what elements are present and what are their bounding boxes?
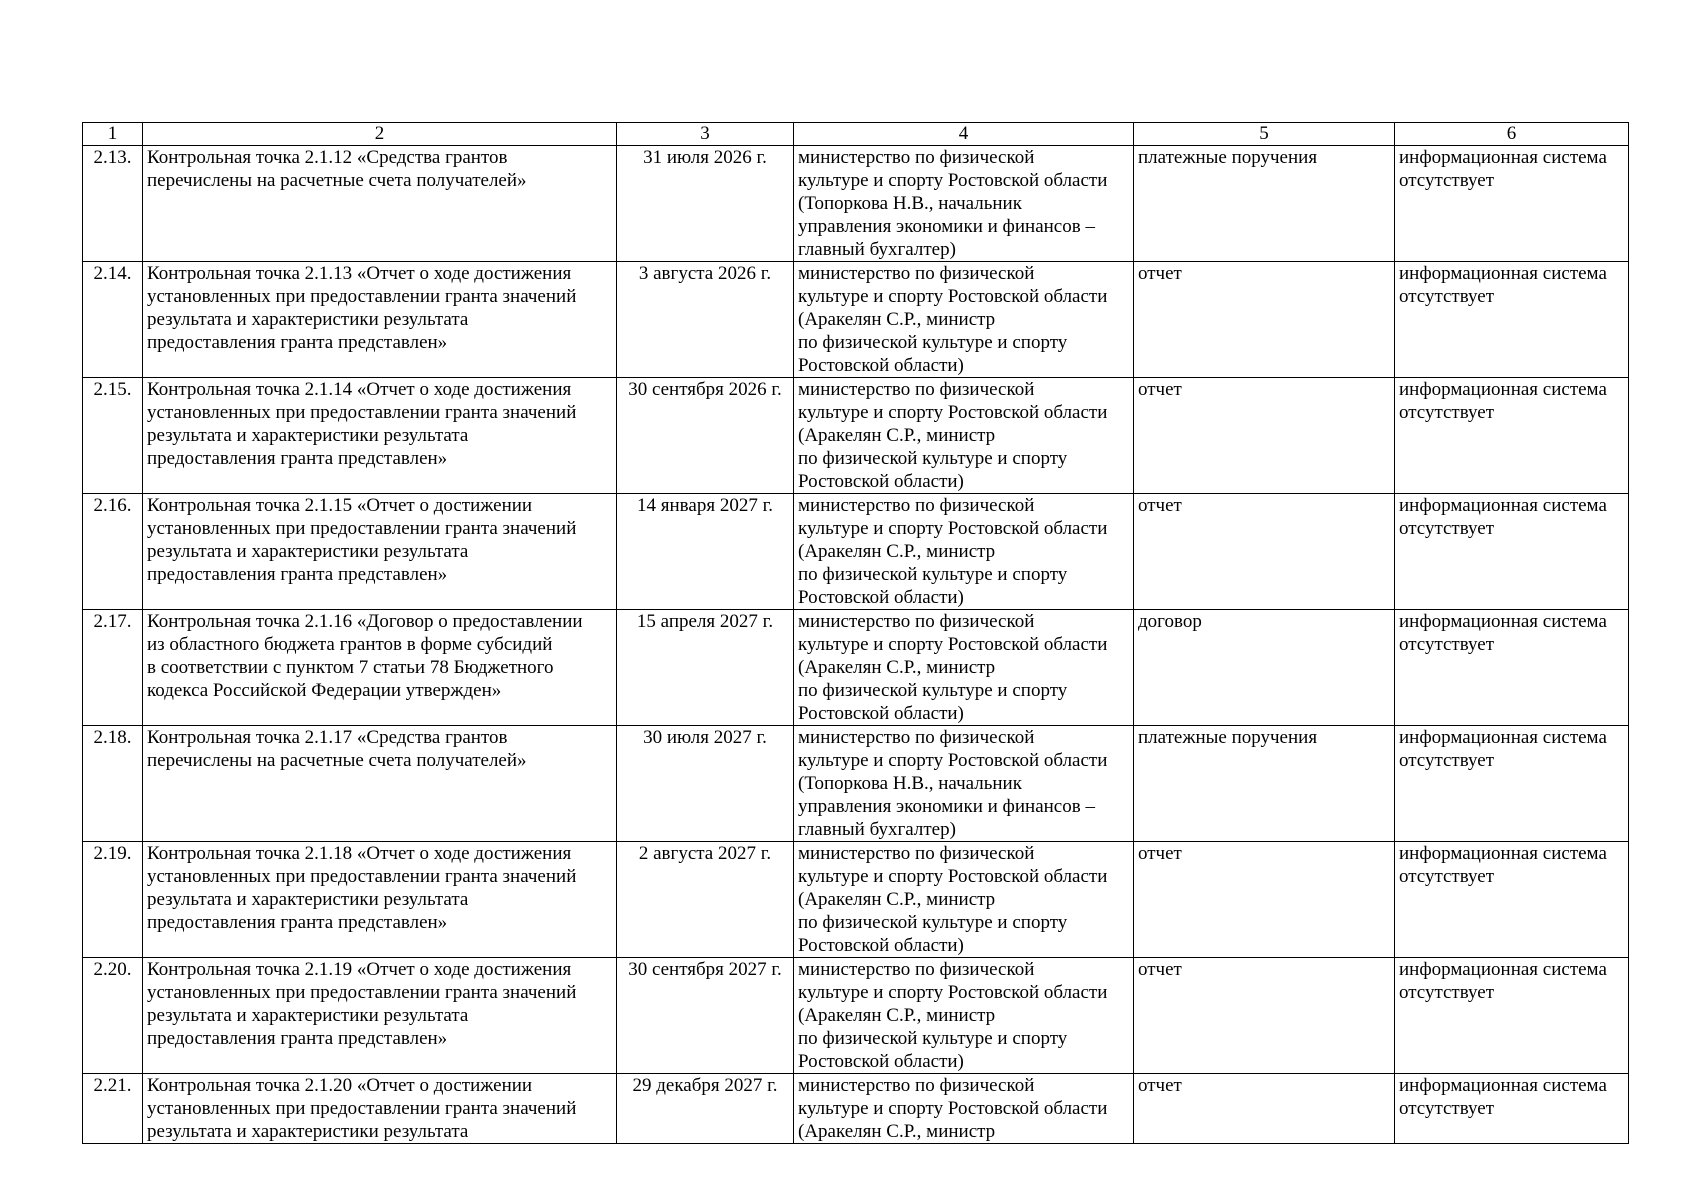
information-system — [1395, 378, 1629, 494]
responsible-executor-line: министерство по физической — [798, 843, 1035, 864]
column-header: 1 — [83, 123, 143, 146]
information-system-line: отсутствует — [1399, 170, 1495, 191]
control-point-name-line: перечислены на расчетные счета получателей» — [147, 750, 527, 771]
document-type: отчет — [1134, 494, 1395, 610]
control-point-name-line: предоставления гранта представлен» — [147, 332, 448, 353]
due-date: 30 сентября 2027 г. — [617, 958, 794, 1074]
responsible-executor-line: (Топоркова Н.В., начальник — [798, 773, 1022, 794]
control-point-name-line: из областного бюджета грантов в форме субсидий — [147, 634, 553, 655]
document-type: отчет — [1134, 958, 1395, 1074]
responsible-executor-line: культуре и спорту Ростовской области — [798, 286, 1108, 307]
responsible-executor-line: министерство по физической — [798, 495, 1035, 516]
control-point-name-line: результата и характеристики результата — [147, 1121, 469, 1142]
control-point-name-line: Контрольная точка 2.1.12 «Средства грантов — [147, 147, 508, 168]
information-system — [1395, 146, 1629, 262]
column-header: 6 — [1395, 123, 1629, 146]
table-row — [83, 726, 1629, 842]
information-system-line: отсутствует — [1399, 982, 1495, 1003]
information-system-line: отсутствует — [1399, 866, 1495, 887]
responsible-executor-line: министерство по физической — [798, 379, 1035, 400]
control-point-name-line: предоставления гранта представлен» — [147, 564, 448, 585]
control-point-name-line: установленных при предоставлении гранта значений — [147, 402, 577, 423]
document-type: отчет — [1134, 262, 1395, 378]
information-system-line: информационная система — [1399, 611, 1607, 632]
information-system-line: отсутствует — [1399, 518, 1495, 539]
responsible-executor-line: (Аракелян С.Р., министр — [798, 309, 996, 330]
control-point-name-line: предоставления гранта представлен» — [147, 448, 448, 469]
table-row — [83, 494, 1629, 610]
responsible-executor-line: (Аракелян С.Р., министр — [798, 889, 996, 910]
due-date: 2 августа 2027 г. — [617, 842, 794, 958]
responsible-executor-line: по физической культуре и спорту — [798, 564, 1068, 585]
control-point-name-line: результата и характеристики результата — [147, 889, 469, 910]
document-type: отчет — [1134, 842, 1395, 958]
control-point-name-line: установленных при предоставлении гранта значений — [147, 1098, 577, 1119]
due-date: 29 декабря 2027 г. — [617, 1074, 794, 1144]
row-number: 2.15. — [83, 378, 143, 494]
column-header: 3 — [617, 123, 794, 146]
table-row — [83, 378, 1629, 494]
responsible-executor-line: (Аракелян С.Р., министр — [798, 1121, 996, 1142]
information-system-line: информационная система — [1399, 379, 1607, 400]
control-point-name-line: результата и характеристики результата — [147, 425, 469, 446]
control-point-name — [143, 1074, 617, 1144]
information-system — [1395, 262, 1629, 378]
control-point-name-line: Контрольная точка 2.1.20 «Отчет о достижении — [147, 1075, 533, 1096]
control-point-name — [143, 610, 617, 726]
control-point-name-line: предоставления гранта представлен» — [147, 1028, 448, 1049]
control-point-name-line: в соответствии с пунктом 7 статьи 78 Бюджетного — [147, 657, 554, 678]
due-date: 15 апреля 2027 г. — [617, 610, 794, 726]
row-number: 2.20. — [83, 958, 143, 1074]
responsible-executor-line: (Аракелян С.Р., министр — [798, 657, 996, 678]
responsible-executor-line: культуре и спорту Ростовской области — [798, 1098, 1108, 1119]
responsible-executor-line: по физической культуре и спорту — [798, 912, 1068, 933]
information-system-line: информационная система — [1399, 495, 1607, 516]
information-system-line: информационная система — [1399, 843, 1607, 864]
control-point-name — [143, 378, 617, 494]
control-point-name-line: кодекса Российской Федерации утвержден» — [147, 680, 502, 701]
responsible-executor-line: министерство по физической — [798, 611, 1035, 632]
responsible-executor — [794, 262, 1134, 378]
information-system-line: отсутствует — [1399, 402, 1495, 423]
responsible-executor-line: Ростовской области) — [798, 471, 964, 492]
responsible-executor-line: Ростовской области) — [798, 935, 964, 956]
information-system — [1395, 726, 1629, 842]
responsible-executor-line: (Аракелян С.Р., министр — [798, 541, 996, 562]
due-date: 14 января 2027 г. — [617, 494, 794, 610]
responsible-executor — [794, 842, 1134, 958]
control-point-name-line: Контрольная точка 2.1.14 «Отчет о ходе достижения — [147, 379, 572, 400]
responsible-executor-line: главный бухгалтер) — [798, 819, 956, 840]
information-system-line: информационная система — [1399, 147, 1607, 168]
responsible-executor-line: главный бухгалтер) — [798, 239, 956, 260]
responsible-executor-line: Ростовской области) — [798, 703, 964, 724]
information-system — [1395, 842, 1629, 958]
responsible-executor-line: (Аракелян С.Р., министр — [798, 1005, 996, 1026]
responsible-executor — [794, 1074, 1134, 1144]
table-row — [83, 958, 1629, 1074]
document-type: договор — [1134, 610, 1395, 726]
responsible-executor-line: министерство по физической — [798, 1075, 1035, 1096]
responsible-executor — [794, 494, 1134, 610]
responsible-executor-line: Ростовской области) — [798, 355, 964, 376]
responsible-executor — [794, 958, 1134, 1074]
control-point-name — [143, 726, 617, 842]
table-header-row — [83, 123, 1629, 146]
responsible-executor-line: культуре и спорту Ростовской области — [798, 750, 1108, 771]
responsible-executor-line: министерство по физической — [798, 263, 1035, 284]
control-point-name-line: результата и характеристики результата — [147, 309, 469, 330]
control-point-name-line: Контрольная точка 2.1.19 «Отчет о ходе достижения — [147, 959, 572, 980]
control-point-name-line: перечислены на расчетные счета получателей» — [147, 170, 527, 191]
responsible-executor — [794, 378, 1134, 494]
control-point-name-line: Контрольная точка 2.1.15 «Отчет о достижении — [147, 495, 533, 516]
control-point-name-line: Контрольная точка 2.1.13 «Отчет о ходе достижения — [147, 263, 572, 284]
table-row — [83, 1074, 1629, 1144]
control-point-name — [143, 262, 617, 378]
table-row — [83, 610, 1629, 726]
information-system-line: информационная система — [1399, 959, 1607, 980]
due-date: 30 сентября 2026 г. — [617, 378, 794, 494]
table-row — [83, 146, 1629, 262]
control-point-name — [143, 494, 617, 610]
responsible-executor-line: (Топоркова Н.В., начальник — [798, 193, 1022, 214]
responsible-executor-line: управления экономики и финансов – — [798, 216, 1095, 237]
control-point-name-line: Контрольная точка 2.1.18 «Отчет о ходе достижения — [147, 843, 572, 864]
row-number: 2.13. — [83, 146, 143, 262]
control-points-table — [82, 122, 1629, 1144]
table-row — [83, 842, 1629, 958]
control-point-name-line: установленных при предоставлении гранта значений — [147, 518, 577, 539]
responsible-executor — [794, 146, 1134, 262]
row-number: 2.16. — [83, 494, 143, 610]
information-system-line: информационная система — [1399, 263, 1607, 284]
column-header: 4 — [794, 123, 1134, 146]
responsible-executor-line: по физической культуре и спорту — [798, 332, 1068, 353]
responsible-executor-line: министерство по физической — [798, 959, 1035, 980]
column-header: 5 — [1134, 123, 1395, 146]
control-point-name-line: результата и характеристики результата — [147, 1005, 469, 1026]
due-date: 31 июля 2026 г. — [617, 146, 794, 262]
responsible-executor-line: по физической культуре и спорту — [798, 448, 1068, 469]
control-point-name — [143, 146, 617, 262]
information-system-line: информационная система — [1399, 1075, 1607, 1096]
document-type: платежные поручения — [1134, 146, 1395, 262]
document-type: отчет — [1134, 1074, 1395, 1144]
document-type: отчет — [1134, 378, 1395, 494]
table-row — [83, 262, 1629, 378]
responsible-executor-line: управления экономики и финансов – — [798, 796, 1095, 817]
responsible-executor-line: культуре и спорту Ростовской области — [798, 170, 1108, 191]
responsible-executor-line: Ростовской области) — [798, 1051, 964, 1072]
responsible-executor-line: культуре и спорту Ростовской области — [798, 634, 1108, 655]
control-point-name-line: результата и характеристики результата — [147, 541, 469, 562]
responsible-executor — [794, 726, 1134, 842]
due-date: 30 июля 2027 г. — [617, 726, 794, 842]
control-point-name-line: установленных при предоставлении гранта значений — [147, 982, 577, 1003]
responsible-executor-line: культуре и спорту Ростовской области — [798, 982, 1108, 1003]
control-point-name-line: Контрольная точка 2.1.16 «Договор о предоставлении — [147, 611, 583, 632]
row-number: 2.14. — [83, 262, 143, 378]
responsible-executor-line: Ростовской области) — [798, 587, 964, 608]
responsible-executor-line: (Аракелян С.Р., министр — [798, 425, 996, 446]
responsible-executor-line: министерство по физической — [798, 727, 1035, 748]
control-point-name-line: установленных при предоставлении гранта значений — [147, 866, 577, 887]
row-number: 2.18. — [83, 726, 143, 842]
responsible-executor-line: культуре и спорту Ростовской области — [798, 518, 1108, 539]
column-header: 2 — [143, 123, 617, 146]
row-number: 2.19. — [83, 842, 143, 958]
information-system-line: отсутствует — [1399, 286, 1495, 307]
responsible-executor-line: по физической культуре и спорту — [798, 680, 1068, 701]
information-system-line: отсутствует — [1399, 1098, 1495, 1119]
information-system — [1395, 958, 1629, 1074]
control-point-name-line: Контрольная точка 2.1.17 «Средства грантов — [147, 727, 508, 748]
row-number: 2.21. — [83, 1074, 143, 1144]
control-point-name-line: предоставления гранта представлен» — [147, 912, 448, 933]
information-system-line: отсутствует — [1399, 634, 1495, 655]
row-number: 2.17. — [83, 610, 143, 726]
due-date: 3 августа 2026 г. — [617, 262, 794, 378]
document-type: платежные поручения — [1134, 726, 1395, 842]
responsible-executor-line: культуре и спорту Ростовской области — [798, 866, 1108, 887]
information-system-line: информационная система — [1399, 727, 1607, 748]
information-system — [1395, 494, 1629, 610]
responsible-executor-line: по физической культуре и спорту — [798, 1028, 1068, 1049]
responsible-executor — [794, 610, 1134, 726]
information-system-line: отсутствует — [1399, 750, 1495, 771]
information-system — [1395, 1074, 1629, 1144]
control-point-name — [143, 958, 617, 1074]
control-point-name — [143, 842, 617, 958]
responsible-executor-line: культуре и спорту Ростовской области — [798, 402, 1108, 423]
control-point-name-line: установленных при предоставлении гранта значений — [147, 286, 577, 307]
table-body — [83, 146, 1629, 1144]
information-system — [1395, 610, 1629, 726]
responsible-executor-line: министерство по физической — [798, 147, 1035, 168]
